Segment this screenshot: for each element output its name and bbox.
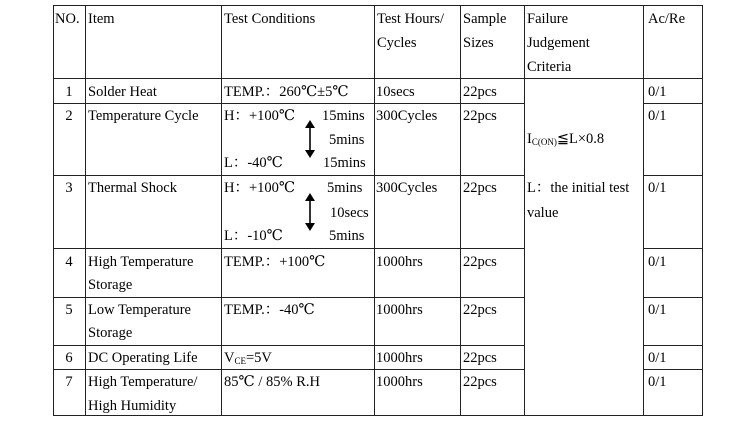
row5-no: 5 bbox=[65, 302, 73, 318]
row7-condition: 85℃ / 85% R.H bbox=[224, 374, 320, 390]
row5-item-line1: Low Temperature bbox=[88, 302, 191, 318]
row4-no: 4 bbox=[65, 254, 73, 270]
header-item: Item bbox=[88, 11, 115, 27]
row4-item-line1: High Temperature bbox=[88, 254, 194, 270]
header-sample-line1: Sample bbox=[463, 11, 507, 27]
row1-size: 22pcs bbox=[463, 84, 497, 100]
row3-dwell-high: 5mins bbox=[327, 180, 363, 196]
row2-transfer: 5mins bbox=[329, 132, 365, 148]
row7-item-line1: High Temperature/ bbox=[88, 374, 198, 390]
row2-dwell-low: 15mins bbox=[323, 155, 366, 171]
header-acre: Ac/Re bbox=[648, 11, 686, 27]
row3-cond-high: H：+100℃ bbox=[224, 180, 296, 196]
row1-condition: TEMP.：260℃±5℃ bbox=[224, 84, 349, 100]
row6-size: 22pcs bbox=[463, 350, 497, 366]
row2-acre: 0/1 bbox=[648, 108, 667, 124]
row5-item-line2: Storage bbox=[88, 325, 133, 341]
row2-no: 2 bbox=[65, 108, 73, 124]
row4-acre: 0/1 bbox=[648, 254, 667, 270]
row7-acre: 0/1 bbox=[648, 374, 667, 390]
row5-condition: TEMP.：-40℃ bbox=[224, 302, 315, 318]
row5-hours: 1000hrs bbox=[376, 302, 423, 318]
row2-hours: 300Cycles bbox=[376, 108, 438, 124]
header-test-conditions: Test Conditions bbox=[224, 11, 316, 27]
row3-cond-low: L：-10℃ bbox=[224, 228, 283, 244]
row4-item-line2: Storage bbox=[88, 277, 133, 293]
header-sample-line2: Sizes bbox=[463, 35, 494, 51]
double-arrow-icon bbox=[303, 120, 317, 158]
row6-item: DC Operating Life bbox=[88, 350, 198, 366]
row2-size: 22pcs bbox=[463, 108, 497, 124]
row5-size: 22pcs bbox=[463, 302, 497, 318]
header-criteria-line1: Failure bbox=[527, 11, 569, 27]
row4-condition: TEMP.：+100℃ bbox=[224, 254, 326, 270]
row3-hours: 300Cycles bbox=[376, 180, 438, 196]
row5-acre: 0/1 bbox=[648, 302, 667, 318]
row4-size: 22pcs bbox=[463, 254, 497, 270]
reliability-test-table bbox=[53, 5, 703, 416]
row6-acre: 0/1 bbox=[648, 350, 667, 366]
row1-acre: 0/1 bbox=[648, 84, 667, 100]
row2-cond-low: L：-40℃ bbox=[224, 155, 283, 171]
row3-item: Thermal Shock bbox=[88, 180, 177, 196]
row1-no: 1 bbox=[65, 84, 73, 100]
row3-transfer: 10secs bbox=[330, 205, 369, 221]
criteria-ic-formula: $I_{C(ON)}≦L\times 0.8$ bbox=[527, 131, 605, 147]
double-arrow-icon bbox=[303, 193, 317, 231]
row3-size: 22pcs bbox=[463, 180, 497, 196]
row7-no: 7 bbox=[65, 374, 73, 390]
row3-dwell-low: 5mins bbox=[329, 228, 365, 244]
header-test-hours-line2: Cycles bbox=[377, 35, 417, 51]
row2-item: Temperature Cycle bbox=[88, 108, 199, 124]
header-criteria-line2: Judgement bbox=[527, 35, 590, 51]
row6-hours: 1000hrs bbox=[376, 350, 423, 366]
header-no: NO. bbox=[55, 11, 80, 27]
row7-item-line2: High Humidity bbox=[88, 398, 177, 414]
row7-hours: 1000hrs bbox=[376, 374, 423, 390]
row1-item: Solder Heat bbox=[88, 84, 157, 100]
header-criteria-line3: Criteria bbox=[527, 59, 572, 75]
row3-no: 3 bbox=[65, 180, 73, 196]
row7-size: 22pcs bbox=[463, 374, 497, 390]
criteria-initial-line2: value bbox=[527, 205, 559, 221]
criteria-initial-line1: L：the initial test bbox=[527, 180, 630, 196]
row4-hours: 1000hrs bbox=[376, 254, 423, 270]
row6-no: 6 bbox=[65, 350, 73, 366]
row2-dwell-high: 15mins bbox=[322, 108, 365, 124]
row6-condition: $V_{CE}=5V$ bbox=[224, 350, 272, 366]
row3-acre: 0/1 bbox=[648, 180, 667, 196]
row2-cond-high: H：+100℃ bbox=[224, 108, 296, 124]
header-test-hours-line1: Test Hours/ bbox=[377, 11, 445, 27]
row1-hours: 10secs bbox=[376, 84, 415, 100]
